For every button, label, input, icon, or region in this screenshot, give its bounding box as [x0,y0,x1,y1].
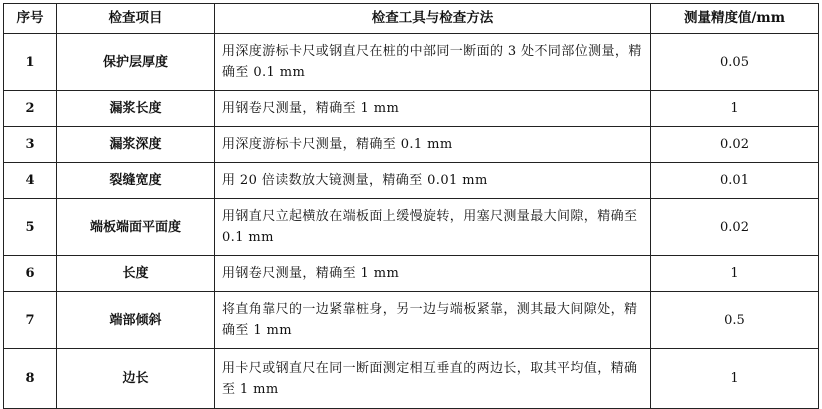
row-no: 2 [4,91,57,127]
table-row [4,91,819,127]
header-no: 序号 [4,4,57,34]
row-item: 端部倾斜 [57,292,215,349]
row-no: 6 [4,256,57,292]
table-row [4,127,819,163]
row-item: 漏浆深度 [57,127,215,163]
row-no: 5 [4,199,57,256]
row-precision: 1 [651,349,819,409]
inspection-table [3,3,819,409]
table-row [4,163,819,199]
row-precision: 0.05 [651,34,819,91]
row-method: 用深度游标卡尺或钢直尺在桩的中部同一断面的 3 处不同部位测量，精确至 0.1 mm [215,34,651,91]
header-precision: 测量精度值/mm [651,4,819,34]
row-method: 用钢直尺立起横放在端板面上缓慢旋转，用塞尺测量最大间隙，精确至 0.1 mm [215,199,651,256]
table-row [4,199,819,256]
table-row [4,34,819,91]
row-method: 将直角靠尺的一边紧靠桩身，另一边与端板紧靠，测其最大间隙处，精确至 1 mm [215,292,651,349]
row-method: 用卡尺或钢直尺在同一断面测定相互垂直的两边长，取其平均值，精确至 1 mm [215,349,651,409]
row-item: 端板端面平面度 [57,199,215,256]
header-item: 检查项目 [57,4,215,34]
table-row [4,349,819,409]
row-item: 长度 [57,256,215,292]
table-header-row [4,4,819,34]
row-item: 保护层厚度 [57,34,215,91]
row-precision: 0.02 [651,199,819,256]
row-no: 7 [4,292,57,349]
row-no: 8 [4,349,57,409]
row-method: 用深度游标卡尺测量，精确至 0.1 mm [215,127,651,163]
row-method: 用钢卷尺测量，精确至 1 mm [215,256,651,292]
row-precision: 0.5 [651,292,819,349]
row-item: 裂缝宽度 [57,163,215,199]
row-precision: 0.02 [651,127,819,163]
row-item: 边长 [57,349,215,409]
row-no: 4 [4,163,57,199]
header-method: 检查工具与检查方法 [215,4,651,34]
row-no: 1 [4,34,57,91]
row-precision: 0.01 [651,163,819,199]
row-item: 漏浆长度 [57,91,215,127]
row-method: 用 20 倍读数放大镜测量，精确至 0.01 mm [215,163,651,199]
table-row [4,292,819,349]
row-precision: 1 [651,91,819,127]
row-no: 3 [4,127,57,163]
table-row [4,256,819,292]
row-precision: 1 [651,256,819,292]
row-method: 用钢卷尺测量，精确至 1 mm [215,91,651,127]
